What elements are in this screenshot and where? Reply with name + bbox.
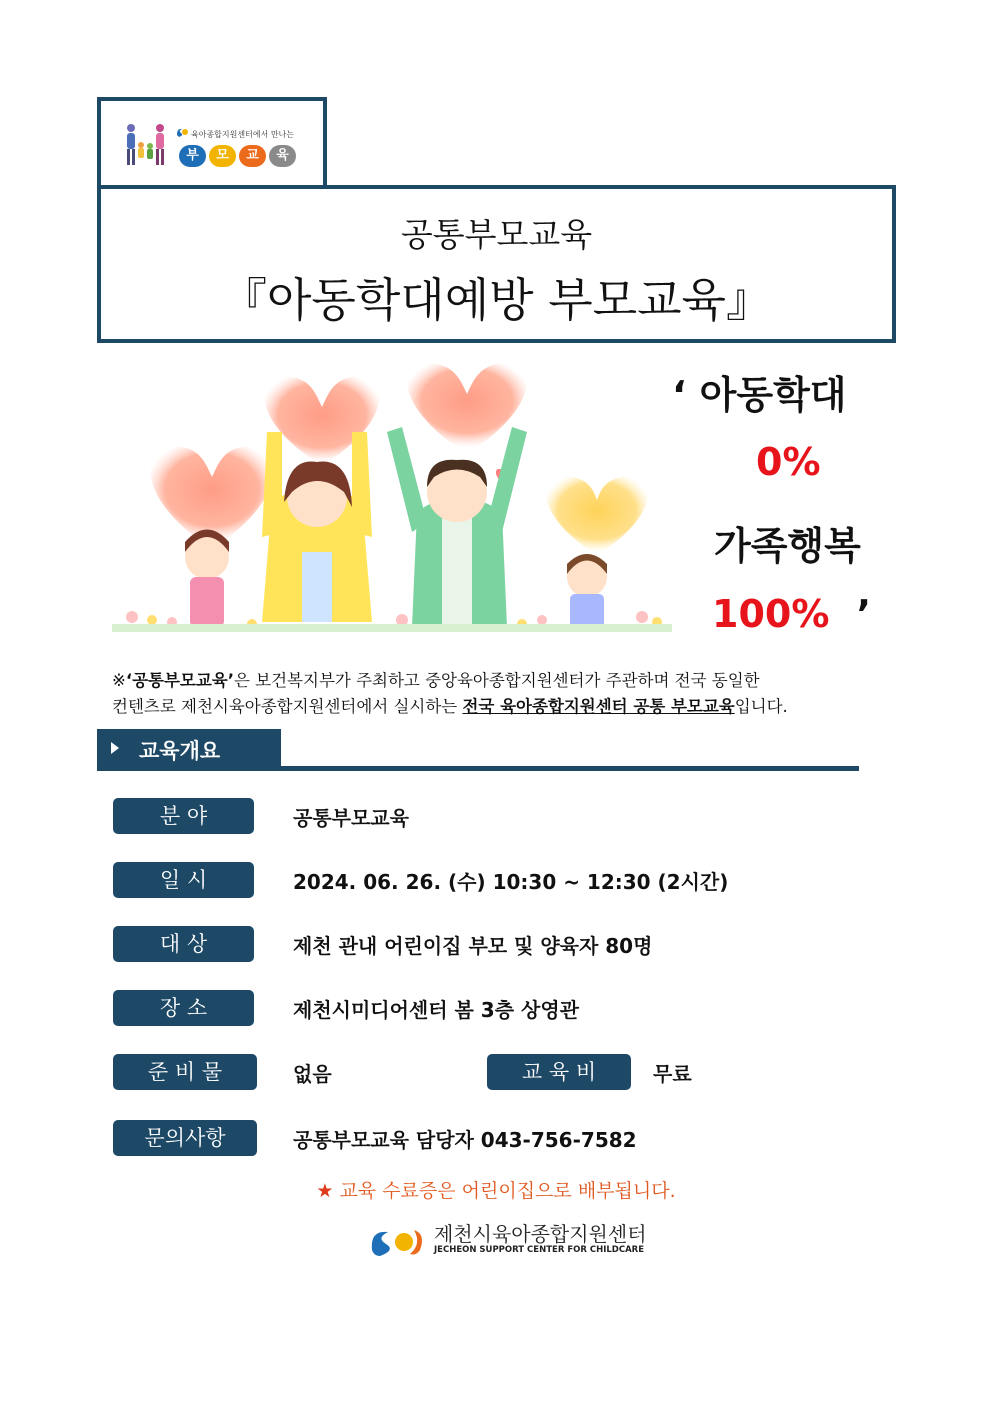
value-fee: 무료 (653, 1062, 692, 1086)
logo-tab (97, 97, 327, 189)
slogan-line-child-abuse: ‘ 아동학대 (672, 373, 847, 417)
notice-highlight: ‘공통부모교육’ (125, 671, 234, 690)
notice-line-2: 컨텐츠로 제천시육아종합지원센터에서 실시하는 전국 육아종합지원센터 공통 부모교육입니다. (112, 697, 788, 716)
label-contact: 문의사항 (113, 1120, 257, 1156)
value-contact: 공통부모교육 담당자 043-756-7582 (293, 1128, 637, 1152)
value-field: 공통부모교육 (293, 806, 409, 830)
footer-org-name-en: JECHEON SUPPORT CENTER FOR CHILDCARE (434, 1245, 645, 1255)
slogan-close-quote: ’ (856, 592, 872, 636)
value-place: 제천시미디어센터 봄 3층 상영관 (293, 998, 579, 1022)
label-fee: 교 육 비 (487, 1054, 631, 1090)
label-preparation: 준 비 물 (113, 1054, 257, 1090)
value-preparation: 없음 (293, 1062, 332, 1086)
logo-caption: 육아종합지원센터에서 만나는 (191, 130, 295, 139)
title-box (97, 185, 896, 343)
notice-underlined: 전국 육아종합지원센터 공통 부모교육 (462, 697, 735, 716)
value-date: 2024. 06. 26. (수) 10:30 ~ 12:30 (2시간) (293, 870, 729, 894)
logo-chip-bu: 부 (179, 145, 206, 167)
notice-line-1: ※‘공통부모교육’은 보건복지부가 주최하고 중앙육아종합지원센터가 주관하며 전국 동일한 (112, 671, 760, 690)
logo-chip-gyo: 교 (239, 145, 266, 167)
slogan-line-zero-percent: 0% (756, 440, 821, 484)
logo-chip-mo: 모 (209, 145, 236, 167)
family-logo-icon (123, 121, 169, 169)
value-target: 제천 관내 어린이집 부모 및 양육자 80명 (293, 934, 653, 958)
certificate-note-text: 교육 수료증은 어린이집으로 배부됩니다. (339, 1180, 676, 1202)
label-field: 분 야 (113, 798, 254, 834)
slogan-line-family-happiness: 가족행복 (714, 524, 861, 568)
label-target: 대 상 (113, 926, 254, 962)
triangle-right-icon (111, 742, 119, 754)
section-title: 교육개요 (139, 739, 221, 763)
center-logo-icon (175, 125, 189, 139)
page-subtitle: 공통부모교육 (400, 215, 593, 254)
slogan-line-hundred (712, 592, 871, 636)
label-place: 장 소 (113, 990, 254, 1026)
family-hearts-illustration (112, 362, 672, 632)
page-title: 『아동학대예방 부모교육』 (221, 273, 772, 327)
footer-org-name: 제천시육아종합지원센터 (434, 1222, 647, 1246)
label-date: 일 시 (113, 862, 254, 898)
logo-chip-yuk: 육 (269, 145, 296, 167)
star-icon: ★ (316, 1180, 334, 1202)
slogan-hundred-percent: 100% (712, 592, 830, 636)
program-notice (112, 668, 892, 720)
certificate-note (0, 1176, 992, 1203)
center-logo-mark-icon (368, 1220, 430, 1260)
section-header (97, 729, 281, 769)
